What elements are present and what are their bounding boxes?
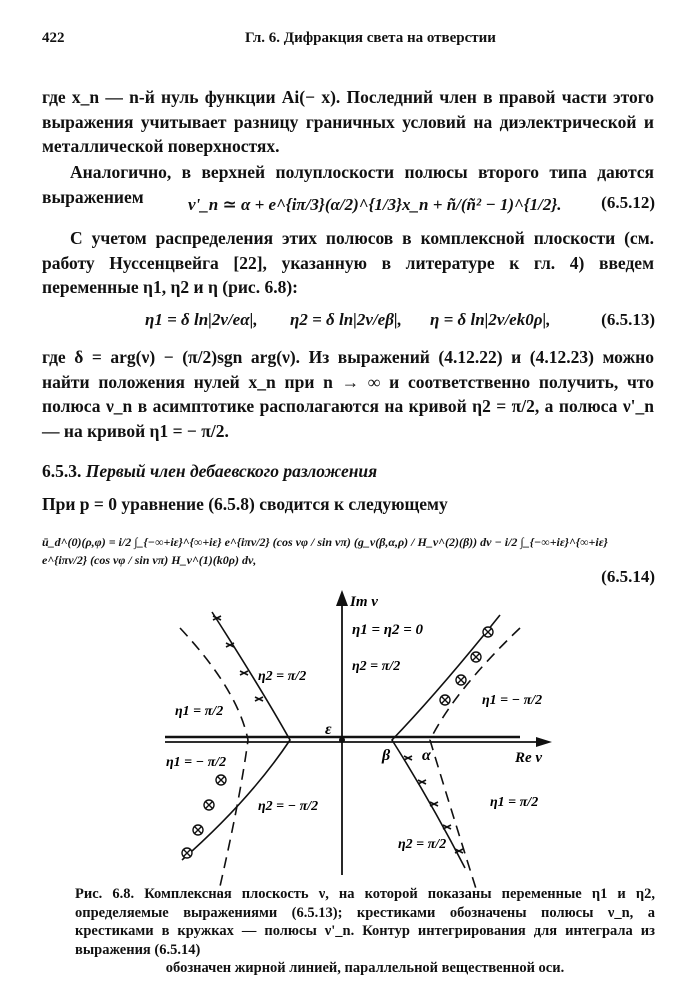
page-number: 422 [42,30,65,46]
label-eta1-pi2-right: η1 = π/2 [490,795,539,810]
pole-cross [255,697,263,701]
caption-last-line: обозначен жирной линией, параллельной вещественной оси. [165,960,565,976]
paragraph-3-text: С учетом распределения этих полюсов в комплексной плоскости (см. работу Нуссенцвейга [22], указанную в литературе к гл. 4) введем переменные η1, η2 и η (рис. 6.8): [42,228,654,297]
equation-number-6-5-14: (6.5.14) [601,567,655,586]
equation-6-5-13-eta1: η1 = δ ln|2ν/eα|, [145,310,258,329]
pole-circled-cross [471,652,481,662]
equation-number-6-5-13: (6.5.13) [601,310,655,329]
equation-6-5-14: ū_d^(0)(ρ,φ) = i/2 ∫_{−∞+iε}^{∞+iε} e^{iπν/2} (cos νφ / sin νπ) (g_ν(β,α,ρ) / H_ν^(2)(β)) dν − i/2 ∫_{−∞+iε}^{∞+iε} e^{iπν/2} (cos νφ / sin νπ) H_ν^(1)(k0ρ) dν, [42,535,608,567]
axis-label-re: Re ν [515,750,543,766]
equation-number-6-5-12: (6.5.12) [601,193,655,212]
running-header: Гл. 6. Дифракция света на отверстии [245,30,496,46]
axis-label-im: Im ν [350,594,378,610]
paragraph-4-text: где δ = arg(ν) − (π/2)sgn arg(ν). Из выражений (4.12.22) и (4.12.23) можно найти положения нулей x_n при n → ∞ и соответственно получить, что полюса ν_n в асимптотике располагаются на кривой η2 = π/2, а полюса ν'_n — на кривой η1 = − π/2. [42,347,654,441]
pole-cross [418,780,426,784]
label-eta1-neg-pi2-left: η1 = − π/2 [166,755,227,770]
imaginary-axis-arrow [336,590,348,606]
label-alpha: α [422,747,431,764]
figure-caption [75,885,655,978]
pole-cross [404,756,412,760]
equation-6-5-13-eta2: η2 = δ ln|2ν/eβ|, [290,310,402,329]
label-eta1-neg-pi2-right: η1 = − π/2 [482,693,543,708]
label-eta1-pi2-left: η1 = π/2 [175,704,224,719]
pole-circled-cross [456,675,466,685]
pole-circled-cross [440,695,450,705]
pole-circled-cross [182,848,192,858]
section-number: 6.5.3. [42,461,82,481]
paragraph-1-text: где x_n — n-й нуль функции Ai(− x). Последний член в правой части этого выражения учитывает разницу граничных условий на диэлектрической и металлической поверхностях. [42,87,654,156]
pole-cross [240,671,248,675]
real-axis-arrow [536,737,552,747]
poles-nu-n [213,616,463,853]
label-eta2-pi2-upper-mid: η2 = π/2 [352,659,401,674]
pole-circled-cross [204,800,214,810]
label-origin: ε [325,721,332,738]
origin-point [339,737,345,743]
curve-eta1-neg-right [430,628,520,895]
caption-text: Рис. 6.8. Комплексная плоскость ν, на которой показаны переменные η1 и η2, определяемые выражениями (6.5.13); крестиками обозначены полюсы ν_n, а крестиками в кружках — полюсы ν'_n. Контур интегрирования для интеграла из выражения (6.5.14) [75,886,655,958]
label-beta: β [382,747,391,764]
label-eta2-neg-pi2: η2 = − π/2 [258,799,319,814]
pole-circled-cross [216,775,226,785]
section-title: Первый член дебаевского разложения [85,461,378,481]
equation-6-5-13-eta: η = δ ln|2ν/ek0ρ|, [430,310,551,329]
pole-circled-cross [193,825,203,835]
paragraph-2-text: Аналогично, в верхней полуплоскости полюсы второго типа даются выражением [42,162,654,207]
label-eta2-pi2-upper-left: η2 = π/2 [258,669,307,684]
label-eta1-eta2-zero: η1 = η2 = 0 [352,622,424,638]
equation-6-5-12: ν'_n ≃ α + e^{iπ/3}(α/2)^{1/3}x_n + ñ/(ñ² − 1)^{1/2}. [188,195,562,214]
pole-cross [443,825,451,829]
pole-circled-cross [483,627,493,637]
paragraph-5-text: При p = 0 уравнение (6.5.8) сводится к следующему [42,494,448,514]
label-eta2-pi2-bottom: η2 = π/2 [398,837,447,852]
